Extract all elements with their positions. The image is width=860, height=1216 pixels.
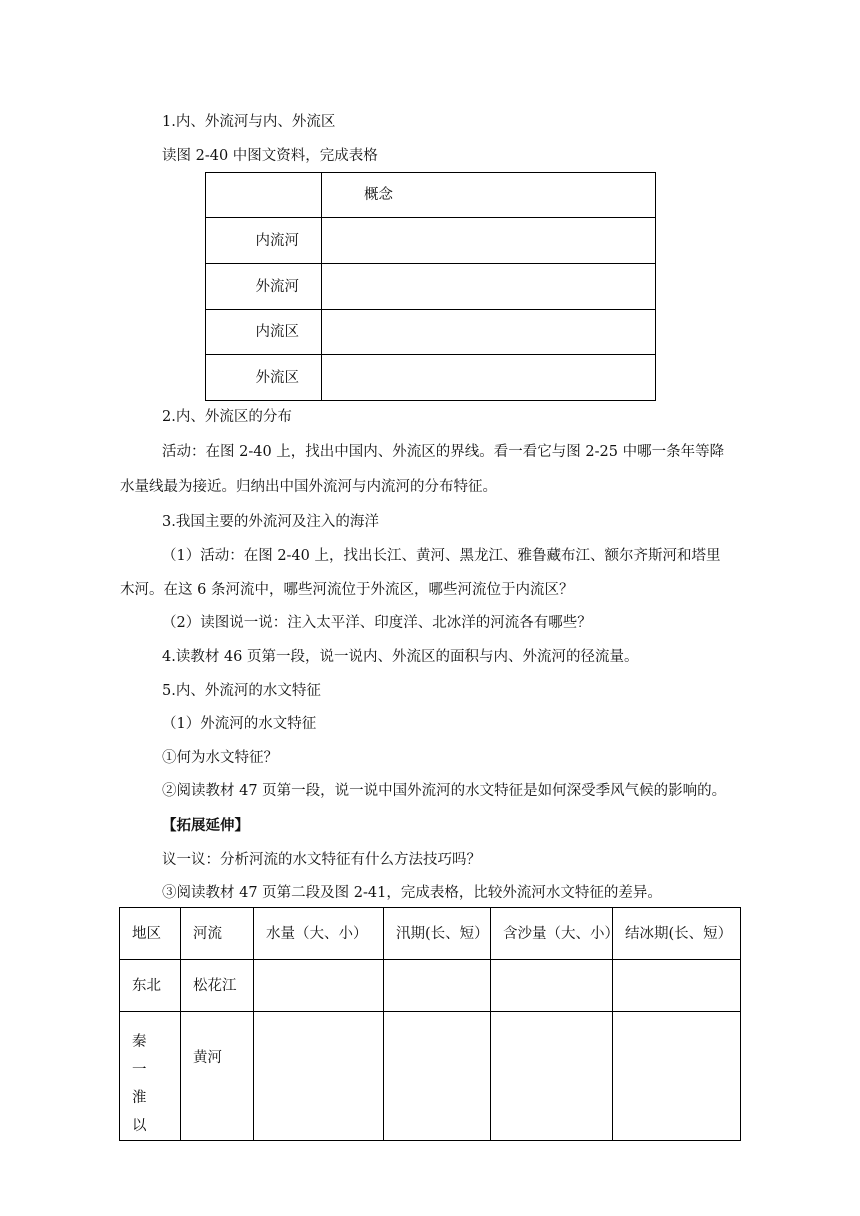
section5-subheading: （1）外流河的水文特征 bbox=[162, 716, 317, 732]
sediment-cell[interactable] bbox=[491, 1012, 613, 1141]
row-label-exterior-region: 外流区 bbox=[206, 355, 322, 401]
concept-table-corner-cell bbox=[206, 173, 322, 218]
table-row bbox=[206, 310, 656, 355]
section5-item1: ①何为水文特征？ bbox=[162, 750, 278, 766]
concept-table-header-row bbox=[206, 173, 656, 218]
row-label-inland-region: 内流区 bbox=[206, 310, 322, 355]
concept-cell-inland-river[interactable] bbox=[322, 218, 656, 264]
section3-heading: 3.我国主要的外流河及注入的海洋 bbox=[162, 514, 379, 530]
river-cell: 松花江 bbox=[181, 960, 254, 1012]
sediment-cell[interactable] bbox=[491, 960, 613, 1012]
concept-cell-exterior-region[interactable] bbox=[322, 355, 656, 401]
section3-question1-line2: 木河。在这 6 条河流中，哪些河流位于外流区，哪些河流位于内流区？ bbox=[120, 582, 574, 598]
section1-instruction: 读图 2-40 中图文资料，完成表格 bbox=[162, 148, 378, 164]
section2-heading: 2.内、外流区的分布 bbox=[162, 409, 292, 425]
hydro-comparison-table bbox=[119, 907, 741, 1141]
header-freeze-period: 结冰期(长、短） bbox=[613, 908, 741, 960]
section4-heading: 4.读教材 46 页第一段，说一说内、外流区的面积与内、外流河的径流量。 bbox=[162, 649, 639, 665]
section5-heading: 5.内、外流河的水文特征 bbox=[162, 683, 321, 699]
header-river: 河流 bbox=[181, 908, 254, 960]
section5-item2: ②阅读教材 47 页第一段，说一说中国外流河的水文特征是如何深受季风气候的影响的。 bbox=[162, 783, 727, 799]
table-row bbox=[120, 1012, 741, 1141]
flood-season-cell[interactable] bbox=[384, 1012, 491, 1141]
region-cell: 东北 bbox=[120, 960, 181, 1012]
header-sediment: 含沙量（大、小） bbox=[491, 908, 613, 960]
region-cell: 秦一淮以 bbox=[120, 1012, 181, 1141]
concept-cell-exterior-river[interactable] bbox=[322, 264, 656, 310]
section1-heading: 1.内、外流河与内、外流区 bbox=[162, 114, 336, 130]
section2-activity-line1: 活动：在图 2-40 上，找出中国内、外流区的界线。看一看它与图 2-25 中哪一条年等降 bbox=[162, 444, 725, 460]
hydro-table-header-row bbox=[120, 908, 741, 960]
section3-question1-line1: （1）活动：在图 2-40 上，找出长江、黄河、黑龙江、雅鲁藏布江、额尔齐斯河和塔里 bbox=[162, 548, 721, 564]
river-cell: 黄河 bbox=[181, 1012, 254, 1141]
table-row bbox=[206, 264, 656, 310]
water-volume-cell[interactable] bbox=[254, 1012, 384, 1141]
flood-season-cell[interactable] bbox=[384, 960, 491, 1012]
freeze-period-cell[interactable] bbox=[613, 960, 741, 1012]
table-row bbox=[206, 218, 656, 264]
concept-column-header: 概念 bbox=[322, 173, 656, 218]
header-region: 地区 bbox=[120, 908, 181, 960]
row-label-exterior-river: 外流河 bbox=[206, 264, 322, 310]
extension-discuss: 议一议：分析河流的水文特征有什么方法技巧吗？ bbox=[162, 852, 481, 868]
header-water-volume: 水量（大、小） bbox=[254, 908, 384, 960]
table-row bbox=[206, 355, 656, 401]
extension-item3: ③阅读教材 47 页第二段及图 2-41，完成表格，比较外流河水文特征的差异。 bbox=[162, 885, 662, 901]
extension-heading: 【拓展延伸】 bbox=[162, 817, 249, 834]
row-label-inland-river: 内流河 bbox=[206, 218, 322, 264]
header-flood-season: 汛期(长、短） bbox=[384, 908, 491, 960]
section3-question2: （2）读图说一说：注入太平洋、印度洋、北冰洋的河流各有哪些？ bbox=[162, 615, 592, 631]
concept-cell-inland-region[interactable] bbox=[322, 310, 656, 355]
concept-table bbox=[205, 172, 656, 401]
freeze-period-cell[interactable] bbox=[613, 1012, 741, 1141]
water-volume-cell[interactable] bbox=[254, 960, 384, 1012]
section2-activity-line2: 水量线最为接近。归纳出中国外流河与内流河的分布特征。 bbox=[120, 479, 497, 495]
table-row bbox=[120, 960, 741, 1012]
